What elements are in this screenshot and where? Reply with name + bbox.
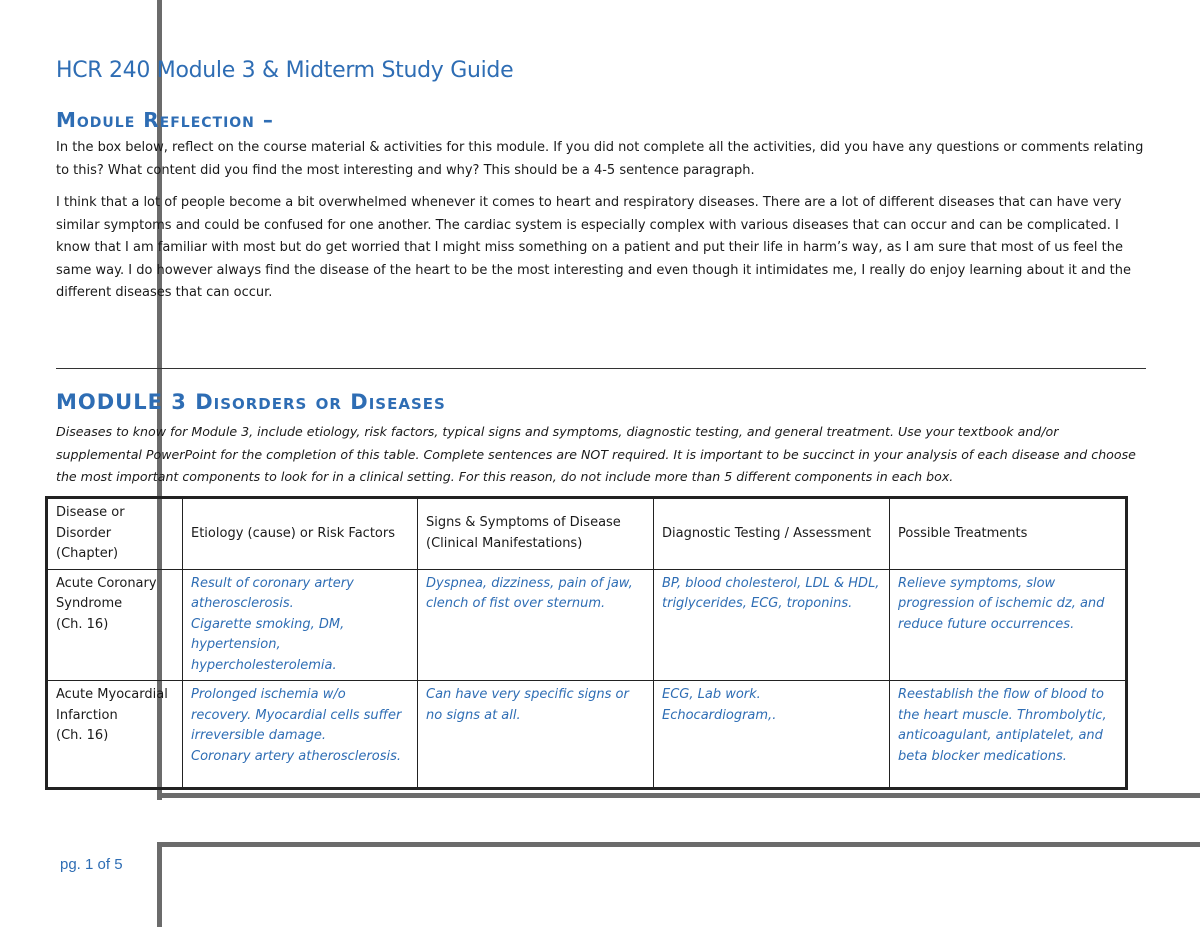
table-row (47, 681, 1127, 789)
module-heading: MODULE 3 Disorders or Diseases (56, 390, 446, 414)
diagnostics-cell: ECG, Lab work. Echocardiogram,. (654, 681, 890, 789)
signs-cell: Dyspnea, dizziness, pain of jaw, clench of fist over sternum. (418, 569, 654, 681)
disease-name: Acute Myocardial Infarction (56, 687, 168, 723)
disease-name: Acute Coronary Syndrome (56, 575, 157, 611)
header-diagnostics: Diagnostic Testing / Assessment (654, 498, 890, 570)
frame-line-horizontal-bottom (157, 842, 1200, 847)
disease-cell (47, 681, 183, 789)
document-title: HCR 240 Module 3 & Midterm Study Guide (56, 58, 514, 83)
signs-cell: Can have very specific signs or no signs at all. (418, 681, 654, 789)
disease-chapter: (Ch. 16) (56, 616, 109, 632)
table-row (47, 569, 1127, 681)
frame-line-vertical-bottom (157, 842, 162, 927)
reflection-heading: Module Reflection – (56, 108, 274, 132)
etiology-cell: Result of coronary artery atherosclerosis. Cigarette smoking, DM, hypertension, hypercholesterolemia. (183, 569, 418, 681)
disease-cell (47, 569, 183, 681)
module-instructions: Diseases to know for Module 3, include etiology, risk factors, typical signs and symptoms, diagnostic testing, and general treatment. Use your textbook and/or supplemental PowerPoint for the completion of this table. Complete sentences are NOT required. It is important to be succinct in your analysis of each disease and choose the most important components to look for in a clinical setting. For this reason, do not include more than 5 different components in each box. (56, 424, 1136, 484)
reflection-answer: I think that a lot of people become a bit overwhelmed whenever it comes to heart and respiratory diseases. There are a lot of different diseases that can have very similar symptoms and could be confused for one another. The cardiac system is especially complex with various diseases that can occur and can be complicated. I know that I am familiar with most but do get worried that I might miss something on a patient and put their life in harm’s way, as I am sure that most of us feel the same way. I do however always find the disease of the heart to be the most interesting and even though it intimidates me, I really do enjoy learning about it and the different diseases that can occur. (56, 195, 1131, 300)
reflection-prompt: In the box below, reflect on the course material & activities for this module. If you did not complete all the activities, did you have any questions or comments relating to this? What content did you find the most interesting and why? This should be a 4-5 sentence paragraph. (56, 140, 1144, 178)
table-header-row (47, 498, 1127, 570)
header-signs: Signs & Symptoms of Disease (Clinical Manifestations) (418, 498, 654, 570)
section-divider (56, 368, 1146, 369)
disease-table (45, 496, 1128, 790)
diagnostics-cell: BP, blood cholesterol, LDL & HDL, triglycerides, ECG, troponins. (654, 569, 890, 681)
disease-chapter: (Ch. 16) (56, 728, 109, 743)
page-number: pg. 1 of 5 (60, 856, 123, 873)
treatment-cell: Reestablish the flow of blood to the heart muscle. Thrombolytic, anticoagulant, antiplatelet, and beta blocker medications. (890, 681, 1127, 789)
frame-line-horizontal-top (157, 793, 1200, 798)
header-disease: Disease or Disorder (Chapter) (47, 498, 183, 570)
etiology-cell: Prolonged ischemia w/o recovery. Myocardial cells suffer irreversible damage. Coronary artery atherosclerosis. (183, 681, 418, 789)
header-etiology: Etiology (cause) or Risk Factors (183, 498, 418, 570)
header-treatments: Possible Treatments (890, 498, 1127, 570)
treatment-cell: Relieve symptoms, slow progression of ischemic dz, and reduce future occurrences. (890, 569, 1127, 681)
